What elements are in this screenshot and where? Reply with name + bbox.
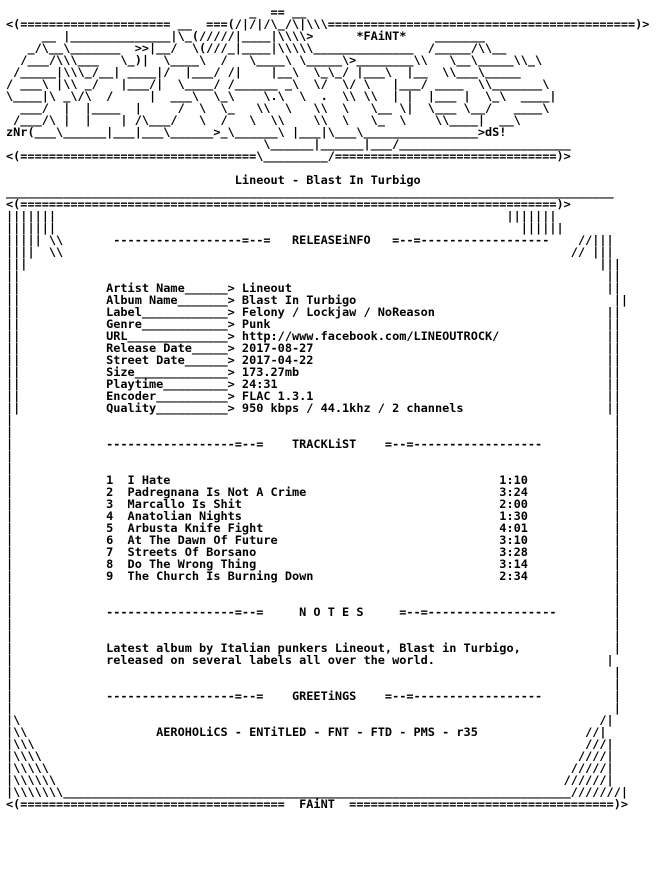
nfo-line: _/\__\_______ >>|__/ \(///_|____|\\\\\______________ /_____/\\__ bbox=[6, 41, 507, 55]
nfo-line: _ == __ bbox=[6, 5, 307, 19]
nfo-line: __ |______________|\_(/////|____|\\\\> *FAiNT* _______ bbox=[6, 29, 486, 43]
nfo-line: | 9 The Church Is Burning Down 2:34 | bbox=[6, 569, 621, 583]
nfo-line: | 7 Streets Of Borsano 3:28 | bbox=[6, 545, 621, 559]
nfo-line: <(===================================== FAiNT =====================================)> bbox=[6, 797, 628, 811]
nfo-line: | 8 Do The Wrong Thing 3:14 | bbox=[6, 557, 621, 571]
nfo-line: |\\\ ///| bbox=[6, 737, 614, 751]
nfo-line: || URL______________> http://www.facebook.com/LINEOUTROCK/ || bbox=[6, 329, 621, 343]
nfo-line: ||||||| ||||||| bbox=[6, 209, 557, 223]
nfo-line: | 1 I Hate 1:10 | bbox=[6, 473, 621, 487]
nfo-line: | | bbox=[6, 593, 621, 607]
nfo-line: || Label____________> Felony / Lockjaw / NoReason || bbox=[6, 305, 621, 319]
nfo-line: /___/\ | | | /\___/ \ / \ \\ \\ \ \_ \ \\____| __\ bbox=[6, 113, 521, 127]
nfo-line: || Size_____________> 173.27mb || bbox=[6, 365, 621, 379]
nfo-line: | | bbox=[6, 617, 621, 631]
nfo-line: || Album Name_______> Blast In Turbigo || bbox=[6, 293, 628, 307]
nfo-line: | 4 Anatolian Nights 1:30 | bbox=[6, 509, 621, 523]
nfo-line: || Street Date______> 2017-04-22 || bbox=[6, 353, 621, 367]
nfo-line: Lineout - Blast In Turbigo bbox=[6, 173, 421, 187]
nfo-line: \____|\ _\/\ / | ___\ \_\ \.\ \ . \\ \\ | | |___ | \_\ ____| bbox=[6, 89, 557, 103]
nfo-line: || Artist Name______> Lineout || bbox=[6, 281, 621, 295]
nfo-line: _____________________________________________________________________________________ bbox=[6, 185, 614, 199]
nfo-line: || Genre____________> Punk || bbox=[6, 317, 621, 331]
nfo-line: || Release Date_____> 2017-08-27 || bbox=[6, 341, 621, 355]
nfo-line: ||| ||| bbox=[6, 257, 621, 271]
nfo-line: |\\\\\\\_______________________________________________________________________///////| bbox=[6, 785, 628, 799]
nfo-line: | released on several labels all over the world. | bbox=[6, 653, 614, 667]
nfo-line: | | bbox=[6, 425, 621, 439]
nfo-line: | | bbox=[6, 449, 621, 463]
nfo-line: | | bbox=[6, 665, 621, 679]
nfo-line: | | bbox=[6, 701, 621, 715]
nfo-line: || Playtime_________> 24:31 || bbox=[6, 377, 621, 391]
nfo-line: <(===========================================================================)> bbox=[6, 197, 571, 211]
nfo-line: ||||||| |||||| bbox=[6, 221, 564, 235]
nfo-line: | Latest album by Italian punkers Lineout, Blast in Turbigo, | bbox=[6, 641, 621, 655]
nfo-line: |\\\\ ////| bbox=[6, 749, 614, 763]
nfo-line: | ------------------=--= N O T E S =--=------------------ | bbox=[6, 605, 621, 619]
nfo-line: \______|______|___/________________________ bbox=[6, 137, 571, 151]
nfo-line: /___/\\\___ \_)| \____\ / \____\ \_____\>________\\ \__\_____\\_\ bbox=[6, 53, 543, 67]
nfo-document bbox=[6, 6, 649, 810]
nfo-line: |\ /| bbox=[6, 713, 614, 727]
nfo-line: / ___\ |\\ _/ |___/| \____/ /______ _\ \/ \/ \ |___/ ____ \\_______\ bbox=[6, 77, 550, 91]
nfo-line: | ------------------=--= GREETiNGS =--=------------------ | bbox=[6, 689, 621, 703]
nfo-line: |\\\\\\ //////| bbox=[6, 773, 614, 787]
nfo-line: |||| \\ // ||| bbox=[6, 245, 614, 259]
nfo-line: | 2 Padregnana Is Not A Crime 3:24 | bbox=[6, 485, 621, 499]
nfo-line: |\\\\\ /////| bbox=[6, 761, 614, 775]
nfo-line: | | bbox=[6, 629, 621, 643]
nfo-line: | 5 Arbusta Knife Fight 4:01 | bbox=[6, 521, 621, 535]
nfo-line: zNr(___\______|___|___\______>_\______\ |___|\___\________________>dS! bbox=[6, 125, 507, 139]
nfo-line: |\\ AEROHOLiCS - ENTiTLED - FNT - FTD - PMS - r35 //| bbox=[6, 725, 607, 739]
nfo-line: <(=================================\_________/===============================)> bbox=[6, 149, 571, 163]
nfo-line: | 6 At The Dawn Of Future 3:10 | bbox=[6, 533, 621, 547]
nfo-line: | | bbox=[6, 581, 621, 595]
nfo-line: | | bbox=[6, 461, 621, 475]
nfo-line: || || bbox=[6, 269, 621, 283]
nfo-line: || Encoder__________> FLAC 1.3.1 || bbox=[6, 389, 621, 403]
nfo-line: | | bbox=[6, 413, 621, 427]
nfo-line: | 3 Marcallo Is Shit 2:00 | bbox=[6, 497, 621, 511]
nfo-line: | | bbox=[6, 677, 621, 691]
nfo-line: || Quality__________> 950 kbps / 44.1khz / 2 channels || bbox=[6, 401, 621, 415]
nfo-line: | ------------------=--= TRACKLiST =--=------------------ | bbox=[6, 437, 621, 451]
nfo-line: ___/ | |____ | / \ \_ \\ \ \\ \ \__ \| \___ \__/ ____\ bbox=[6, 101, 550, 115]
nfo-line: ||||| \\ ------------------=--= RELEASEiNFO =--=------------------ //||| bbox=[6, 233, 614, 247]
nfo-line: /_____|\\\_/__| ____|/ |___/ /| |__\ \_\_/ |___\ |__ \\___\_____ bbox=[6, 65, 521, 79]
nfo-line: <(===================== __ ===(/|/|/\_/\|\\\===========================================)> bbox=[6, 17, 650, 31]
